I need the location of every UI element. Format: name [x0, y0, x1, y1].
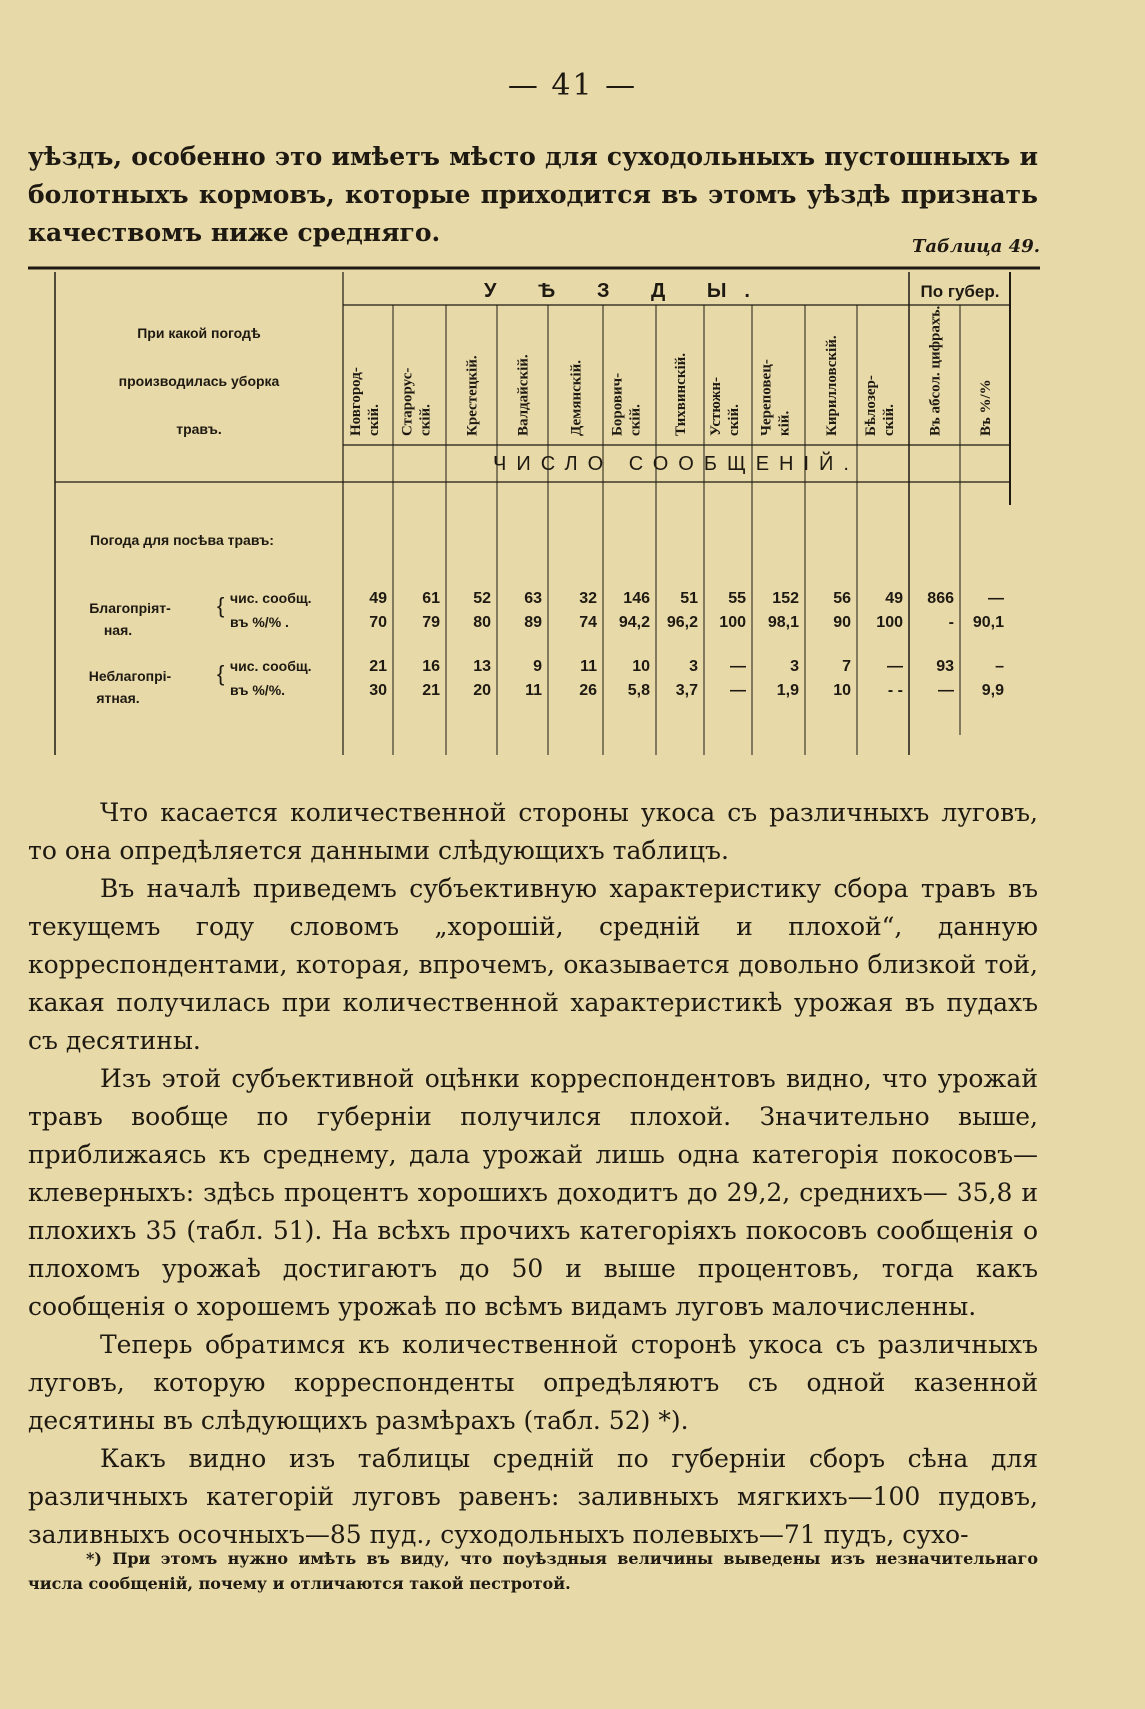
row-unit: въ %/%. [230, 682, 286, 698]
table-cell: 5,8 [627, 682, 650, 699]
column-header-text: Въ %/% [978, 379, 994, 436]
table-cell: 94,2 [618, 614, 650, 631]
row-header-title-line-1: При какой погодѣ [137, 325, 261, 341]
section-title: Погода для посѣва травъ: [90, 532, 274, 548]
table-cell: 1,9 [776, 682, 799, 699]
table-cell: 16 [422, 658, 440, 675]
table-cell: 32 [579, 590, 597, 607]
paragraph-2: Въ началѣ приведемъ субъективную характеристику сбора травъ въ текущемъ году словомъ „хорошій, средній и плохой“, данную корреспондентами, которая, впрочемъ, оказывается довольно близкой той, какая получилась при количественной характеристикѣ урожая въ пудахъ съ десятины. [28, 874, 1038, 1055]
table-cell: — [887, 658, 903, 675]
column-header-text: Въ абсол. цифрахъ. [927, 305, 944, 436]
row-unit: въ %/% . [230, 614, 289, 630]
table-cell: 98,1 [767, 614, 799, 631]
group-header: У Ѣ З Д Ы. [484, 280, 768, 302]
column-header [569, 360, 585, 436]
table-cell: 80 [473, 614, 491, 631]
table-cell: 55 [728, 590, 746, 607]
table-cell: 30 [369, 682, 387, 699]
column-header-text: Устюжн- [708, 376, 724, 436]
table-cell: 3 [790, 658, 799, 675]
paragraph-1: Что касается количественной стороны укоса съ различныхъ луговъ, то она опредѣляется данными слѣдующихъ таблицъ. [28, 798, 1038, 865]
column-header-text: Старорус- [399, 367, 416, 436]
gubernia-header: По губер. [920, 282, 1000, 301]
table-cell: 90 [833, 614, 851, 631]
column-header [824, 335, 840, 436]
table-cell: 70 [369, 614, 387, 631]
table-cell: — [938, 682, 954, 699]
table-cell: 11 [525, 682, 542, 699]
column-header-text: Бѣлозер- [863, 375, 879, 436]
row-unit: чис. сообщ. [230, 590, 312, 606]
table-cell: 21 [422, 682, 440, 699]
footnote: *) При этомъ нужно имѣть въ виду, что поуѣздныя величины выведены изъ незначительнаго числа сообщеній, почему и отличаются такой пестротой. [28, 1549, 1038, 1593]
row-label-unfavorable-line-1: Неблагопрі- [88, 668, 172, 684]
paragraph-3: Изъ этой субъективной оцѣнки корреспондентовъ видно, что урожай травъ вообще по губерніи получился плохой. Значительно выше, приближаясь къ среднему, дала урожай лишь одна категорія покосовъ— клеверныхъ: здѣсь процентъ хорошихъ доходитъ до 29,2, среднихъ— 35,8 и плохихъ 35 (табл. 51). На всѣхъ прочихъ категоріяхъ покосовъ сообщенія о плохомъ урожаѣ достигаютъ до 50 и выше процентовъ, тогда какъ сообщенія о хорошемъ урожаѣ по всѣмъ видамъ луговъ малочисленны. [28, 1064, 1038, 1321]
column-header [673, 353, 689, 436]
table-cell: 52 [473, 590, 491, 607]
table-cell: 21 [369, 658, 387, 675]
table-cell: 56 [833, 590, 851, 607]
table-cell: - - [887, 682, 903, 699]
table-cell: 866 [927, 590, 954, 607]
table-cell: 7 [842, 658, 851, 675]
paragraph-4: Теперь обратимся къ количественной сторонѣ укоса съ различныхъ луговъ, которую корреспонденты опредѣляютъ съ одной казенной десятины въ слѣдующихъ размѣрахъ (табл. 52) *). [28, 1330, 1038, 1435]
table-cell: - [948, 614, 954, 631]
column-header-text: Валдайскій. [515, 354, 532, 436]
column-header [863, 375, 897, 436]
column-header-text: Борович- [609, 372, 626, 436]
subheader: ЧИСЛО СООБЩЕНІЙ. [493, 453, 859, 475]
table-cell: 74 [579, 614, 597, 631]
table-cell: 3 [689, 658, 698, 675]
table-cell: 9 [533, 658, 542, 675]
table-cell: 49 [885, 590, 903, 607]
table-cell: 90,1 [972, 614, 1004, 631]
column-header-text: скій. [417, 404, 434, 436]
table-cell: 10 [833, 682, 851, 699]
column-header-text: скій. [627, 404, 644, 436]
column-header [978, 379, 994, 436]
row-header-title-line-2: производилась уборка [118, 373, 280, 389]
column-header-text: Демянскій. [568, 360, 585, 436]
column-header [348, 367, 382, 436]
column-header [928, 305, 944, 436]
table-cell: 3,7 [675, 682, 698, 699]
table-cell: 51 [680, 590, 698, 607]
column-header-text: Крестецкій. [464, 355, 481, 436]
column-header [465, 355, 481, 436]
intro-text: уѣздъ, особенно это имѣетъ мѣсто для суходольныхъ пустошныхъ и болотныхъ кормовъ, которые приходится въ этомъ уѣздѣ признать качествомъ ниже средняго. [28, 142, 1038, 247]
column-header-text: Череповец- [758, 359, 775, 436]
column-header [400, 368, 434, 436]
table-cell: 26 [579, 682, 597, 699]
table-cell: 13 [473, 658, 491, 675]
table-cell: 100 [876, 614, 903, 631]
row-unit: чис. сообщ. [230, 658, 312, 674]
table-cell: 146 [623, 590, 650, 607]
table-cell: 89 [524, 614, 542, 631]
row-label-unfavorable-line-2: ятная. [96, 690, 140, 706]
table-cell: 63 [524, 590, 542, 607]
table-cell: 93 [936, 658, 954, 675]
row-label-favorable-line-2: ная. [103, 622, 133, 638]
table-cell: 61 [422, 590, 440, 607]
table-cell: — [730, 658, 746, 675]
column-header-text: кій. [776, 410, 793, 436]
column-header [759, 359, 793, 436]
column-header-text: Новгород- [348, 367, 364, 436]
paragraph-5: Какъ видно изъ таблицы средній по губерніи сборъ сѣна для различныхъ категорій луговъ равенъ: заливныхъ мягкихъ—100 пудовъ, заливныхъ осочныхъ—85 пуд., суходольныхъ полевыхъ—71 пудъ, сухо- [28, 1444, 1038, 1549]
brace-1a: { [217, 593, 225, 618]
table-cell: 49 [369, 590, 387, 607]
table-cell: 11 [580, 658, 597, 675]
table-cell: 96,2 [666, 614, 698, 631]
column-header-text: Кирилловскій. [824, 335, 840, 436]
column-header [516, 354, 532, 436]
brace-2a: { [217, 661, 225, 686]
table-cell: — [988, 590, 1004, 607]
table-cell: 79 [422, 614, 440, 631]
table-cell: 152 [772, 590, 799, 607]
column-header-text: скій. [366, 404, 382, 436]
column-header-text: Тихвинскій. [673, 352, 689, 436]
row-header-title-line-3: травъ. [176, 421, 222, 437]
table-caption: Таблица 49. [911, 236, 1040, 257]
table-cell: – [995, 658, 1004, 675]
table-cell: 10 [632, 658, 650, 675]
table-cell: 9,9 [981, 682, 1004, 699]
row-label-favorable-line-1: Благопріят- [89, 600, 171, 616]
body-text [28, 794, 1038, 1554]
page-number: — 41 — [507, 68, 638, 103]
table-49 [0, 0, 1145, 780]
table-cell: — [730, 682, 746, 699]
column-header-text: скій. [881, 404, 897, 436]
column-header-text: скій. [726, 404, 742, 436]
table-cell: 100 [719, 614, 746, 631]
table-cell: 20 [473, 682, 491, 699]
column-header [610, 373, 644, 436]
column-header [708, 377, 742, 436]
